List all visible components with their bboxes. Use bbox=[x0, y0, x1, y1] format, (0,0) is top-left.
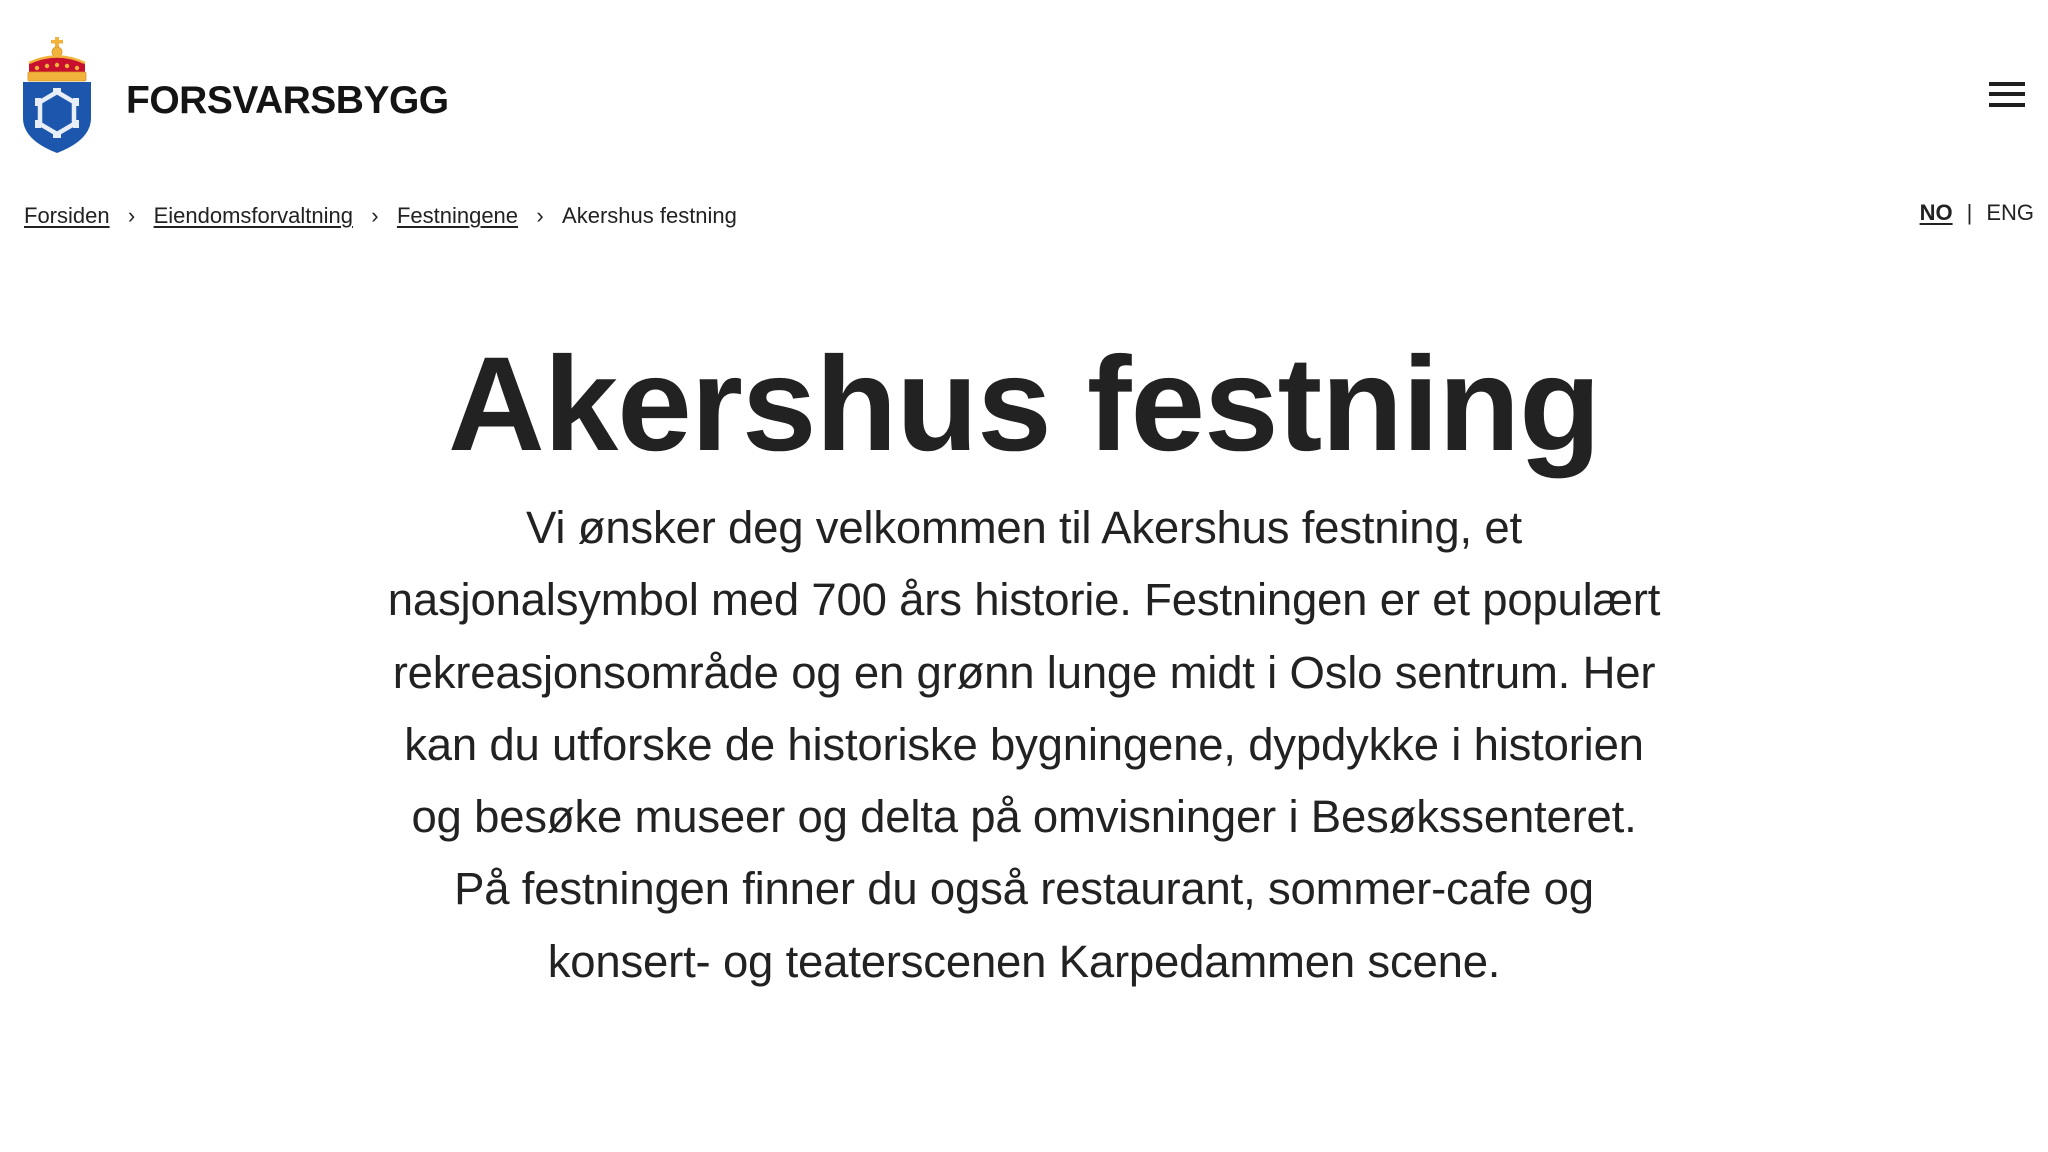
page-title: Akershus festning bbox=[447, 330, 1601, 479]
language-divider: | bbox=[1966, 200, 1973, 225]
breadcrumb-item-forsiden[interactable]: Forsiden bbox=[24, 203, 110, 228]
breadcrumb-item-eiendomsforvaltning[interactable]: Eiendomsforvaltning bbox=[153, 203, 353, 228]
chevron-right-icon: › bbox=[536, 203, 544, 228]
breadcrumb bbox=[24, 203, 737, 229]
hamburger-menu-icon-bar bbox=[1989, 103, 2025, 107]
intro-paragraph: Vi ønsker deg velkommen til Akershus festning, et nasjonalsymbol med 700 års historie. Festningen er et populært rekreasjonsområde og en grønn lunge midt i Oslo sentrum. Her kan du utforske de historiske bygningene, dypdykke i historien og besøke museer og delta på omvisninger i Besøkssenteret. På festningen finner du også restaurant, sommer-cafe og konsert- og teaterscenen Karpedammen scene. bbox=[387, 502, 1661, 987]
main-menu-button[interactable] bbox=[1988, 78, 2024, 112]
language-option-eng[interactable]: ENG bbox=[1986, 200, 2034, 225]
chevron-right-icon: › bbox=[127, 203, 136, 228]
hero-section bbox=[0, 330, 2048, 998]
hamburger-menu-icon-bar bbox=[1989, 92, 2025, 96]
breadcrumb-item-festningene[interactable]: Festningene bbox=[396, 203, 519, 228]
language-option-no[interactable]: NO bbox=[1919, 200, 1953, 225]
chevron-right-icon: › bbox=[371, 203, 379, 228]
coat-of-arms-icon bbox=[22, 36, 92, 154]
site-header bbox=[0, 0, 2048, 170]
home-logo-link[interactable] bbox=[22, 36, 449, 154]
brand-wordmark: FORSVARSBYGG bbox=[126, 79, 449, 122]
hamburger-menu-icon bbox=[1989, 82, 2025, 86]
breadcrumb-current-page: Akershus festning bbox=[562, 203, 737, 228]
language-switcher bbox=[1920, 200, 2034, 226]
